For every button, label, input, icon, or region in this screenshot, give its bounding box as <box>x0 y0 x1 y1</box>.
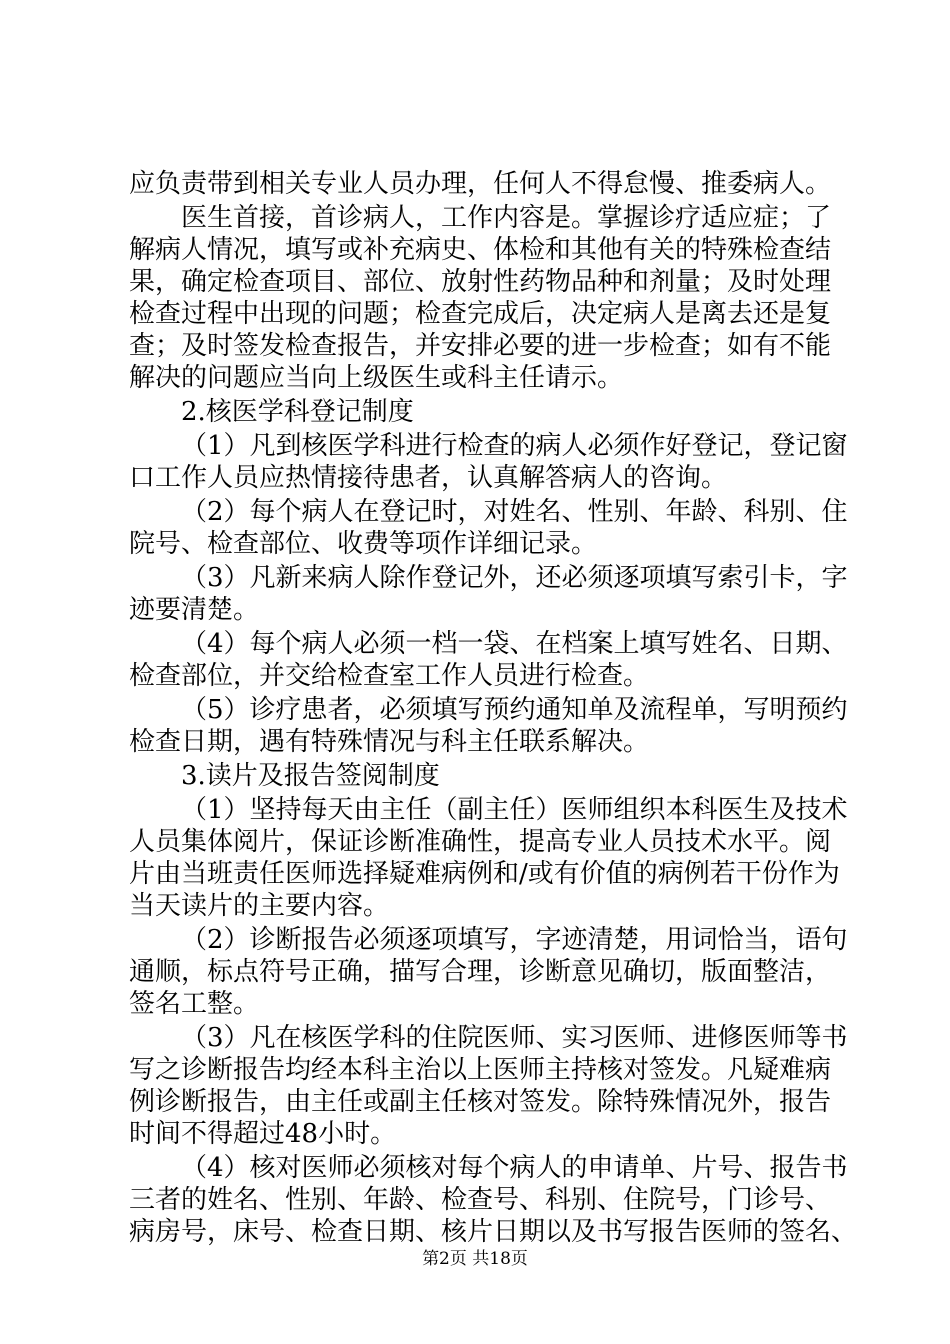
text-line: 应负责带到相关专业人员办理，任何人不得怠慢、推委病人。 <box>129 169 832 199</box>
text-line: 片由当班责任医师选择疑难病例和/或有价值的病例若干份作为 <box>129 859 840 889</box>
paragraph <box>129 562 848 626</box>
text-line: 果，确定检查项目、部位、放射性药物品种和剂量；及时处理 <box>129 267 832 297</box>
text-line: （3）凡新来病人除作登记外，还必须逐项填写索引卡，字 <box>181 563 848 593</box>
text-line: （2）每个病人在登记时，对姓名、性别、年龄、科别、住 <box>181 497 848 527</box>
paragraph <box>129 1152 858 1248</box>
text-line: 3.读片及报告签阅制度 <box>181 761 440 791</box>
text-line: 解决的问题应当向上级医生或科主任请示。 <box>129 363 624 393</box>
text-line: 口工作人员应热情接待患者，认真解答病人的咨询。 <box>129 463 728 493</box>
text-line: 例诊断报告，由主任或副主任核对签发。除特殊情况外，报告 <box>129 1087 832 1117</box>
text-line: 查；及时签发检查报告，并安排必要的进一步检查；如有不能 <box>129 331 832 361</box>
text-line: 2.核医学科登记制度 <box>181 397 414 427</box>
paragraph <box>129 694 848 758</box>
text-line: （4）核对医师必须核对每个病人的申请单、片号、报告书 <box>181 1153 848 1183</box>
text-line: （2）诊断报告必须逐项填写，字迹清楚，用词恰当，语句 <box>181 925 848 955</box>
text-line: （1）凡到核医学科进行检查的病人必须作好登记，登记窗 <box>181 431 848 461</box>
text-line: （5）诊疗患者，必须填写预约通知单及流程单，写明预约 <box>181 695 848 725</box>
document-body <box>129 168 858 1248</box>
paragraph <box>129 794 848 922</box>
text-line: 时间不得超过48小时。 <box>129 1119 397 1149</box>
text-line: 迹要清楚。 <box>129 595 260 625</box>
text-line: （1）坚持每天由主任（副主任）医师组织本科医生及技术 <box>181 795 848 825</box>
text-line: （4）每个病人必须一档一袋、在档案上填写姓名、日期、 <box>181 629 848 659</box>
text-line: 人员集体阅片，保证诊断准确性，提高专业人员技术水平。阅 <box>129 827 832 857</box>
paragraph <box>129 202 835 394</box>
text-line: 签名工整。 <box>129 989 260 1019</box>
paragraph <box>129 168 835 200</box>
paragraph <box>129 924 848 1020</box>
paragraph <box>129 496 848 560</box>
text-line: 三者的姓名、性别、年龄、检查号、科别、住院号，门诊号、 <box>129 1185 832 1215</box>
paragraph <box>129 430 848 494</box>
text-line: 院号、检查部位、收费等项作详细记录。 <box>129 529 598 559</box>
text-line: 当天读片的主要内容。 <box>129 891 390 921</box>
text-line: 写之诊断报告均经本科主治以上医师主持核对签发。凡疑难病 <box>129 1055 832 1085</box>
paragraph <box>129 1022 848 1150</box>
text-line: 医生首接，首诊病人，工作内容是。掌握诊疗适应症；了 <box>181 203 832 233</box>
text-line: 解病人情况，填写或补充病史、体检和其他有关的特殊检查结 <box>129 235 832 265</box>
section-heading <box>129 760 835 792</box>
text-line: 检查日期，遇有特殊情况与科主任联系解决。 <box>129 727 650 757</box>
text-line: 病房号，床号、检查日期、核片日期以及书写报告医师的签名、 <box>129 1217 858 1247</box>
page-footer: 第2页 共18页 <box>422 1249 528 1269</box>
text-line: 检查部位，并交给检查室工作人员进行检查。 <box>129 661 650 691</box>
text-line: 通顺，标点符号正确，描写合理，诊断意见确切，版面整洁， <box>129 957 832 987</box>
section-heading <box>129 396 835 428</box>
paragraph <box>129 628 848 692</box>
text-line: 检查过程中出现的问题；检查完成后，决定病人是离去还是复 <box>129 299 832 329</box>
text-line: （3）凡在核医学科的住院医师、实习医师、进修医师等书 <box>181 1023 848 1053</box>
